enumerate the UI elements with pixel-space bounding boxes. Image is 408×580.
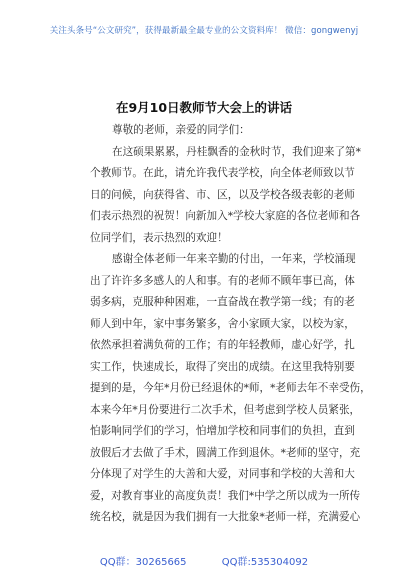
body-line: 怕影响同学们的学习，怕增加学校和同事们的负担，直到 (90, 425, 355, 437)
body-line: 放假后才去做了手术，圆满工作到退休。*老师的坚守，充 (90, 446, 361, 459)
footer-qq-group-2: QQ群:535304092 (221, 557, 309, 568)
body-line: 个教师节。在此，请允许我代表学校，向全体老师致以节 (90, 167, 355, 179)
header-banner: 关注头条号“公文研究”，获得最新最全最专业的公文资料库！ 微信：gongwenyj (49, 26, 359, 36)
body-line: 统名校，就是因为我们拥有一大批象*老师一样，充满爱心 (90, 511, 361, 523)
footer (0, 553, 408, 568)
body-line: 师人到中年，家中事务繁多，舍小家顾大家，以校为家， (90, 317, 355, 330)
body-line: 实工作，快速成长，取得了突出的成绩。在这里我特别要 (90, 360, 355, 373)
body-line: 爱，对教育事业的高度负责！我们*中学之所以成为一所传 (90, 489, 361, 502)
body-line: 提到的是，今年*月份已经退休的*师，*老师去年不幸受伤， (90, 382, 371, 394)
body-line: 分体现了对学生的大善和大爱，对同事和学校的大善和大 (90, 468, 355, 480)
body-line: 尊敬的老师，亲爱的同学们： (112, 124, 250, 136)
body-line: 在这硕果累累，丹桂飘香的金秋时节，我们迎来了第* (112, 145, 361, 158)
body-line: 日的问候，向获得省、市、区，以及学校各级表彰的老师 (90, 188, 355, 201)
body-line: 弱多病，克服种种困难，一直奋战在教学第一线；有的老 (90, 296, 355, 308)
body-line: 依然承担着满负荷的工作；有的年轻教师，虚心好学，扎 (90, 339, 355, 351)
footer-qq-group-1: QQ群：30265665 (99, 557, 187, 568)
document-title: 在9月10日教师节大会上的讲话 (115, 100, 293, 115)
body-line: 感谢全体老师一年来辛勤的付出，一年来，学校涌现 (112, 253, 356, 265)
body-line: 位同学们，表示热烈的欢迎！ (90, 231, 228, 244)
body-line: 出了许许多多感人的人和事。有的老师不顾年事已高，体 (90, 274, 355, 287)
body-line: 本来今年*月份要进行二次手术，但考虑到学校人员紧张， (90, 403, 361, 416)
body-line: 们表示热烈的祝贺！向新加入*学校大家庭的各位老师和各 (90, 210, 361, 222)
document-body (90, 120, 371, 529)
